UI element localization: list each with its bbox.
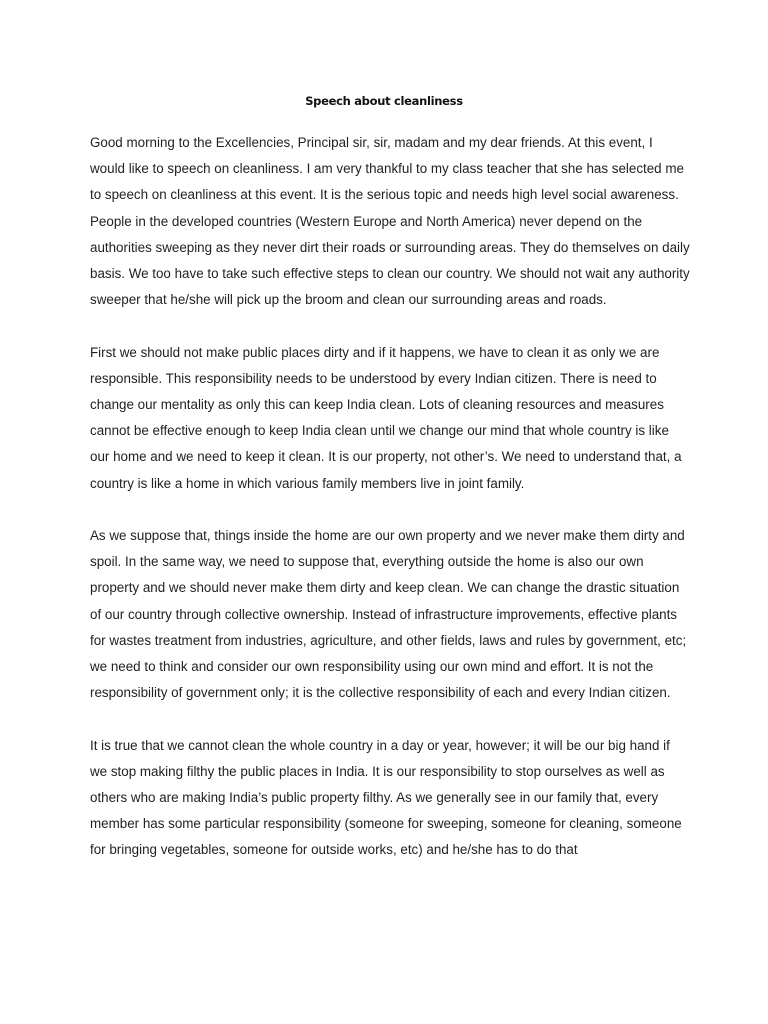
paragraph-2: First we should not make public places dirty and if it happens, we have to clean it as only we are responsible. This responsibility needs to be understood by every Indian citizen. There is need to change our mentality as only this can keep India clean. Lots of cleaning resources and measures cannot be effective enough to keep India clean until we change our mind that whole country is like our home and we need to keep it clean. It is our property, not other’s. We need to understand that, a country is like a home in which various family members live in joint family. (90, 344, 682, 491)
document-title: Speech about cleanliness (305, 94, 463, 108)
document-body (90, 130, 690, 864)
paragraph-1: Good morning to the Excellencies, Principal sir, sir, madam and my dear friends. At this event, I would like to speech on cleanliness. I am very thankful to my class teacher that she has selected me to speech on cleanliness at this event. It is the serious topic and needs high level social awareness. People in the developed countries (Western Europe and North America) never depend on the authorities sweeping as they never dirt their roads or surrounding areas. They do themselves on daily basis. We too have to take such effective steps to clean our country. We should not wait any authority sweeper that he/she will pick up the broom and clean our surrounding areas and roads. (90, 135, 690, 308)
paragraph-3: As we suppose that, things inside the home are our own property and we never make them dirty and spoil. In the same way, we need to suppose that, everything outside the home is also our own property and we should never make them dirty and keep clean. We can change the drastic situation of our country through collective ownership. Instead of infrastructure improvements, effective plants for wastes treatment from industries, agriculture, and other fields, laws and rules by government, etc; we need to think and consider our own responsibility using our own mind and effort. It is not the responsibility of government only; it is the collective responsibility of each and every Indian citizen. (90, 528, 687, 701)
paragraph-4: It is true that we cannot clean the whole country in a day or year, however; it will be our big hand if we stop making filthy the public places in India. It is our responsibility to stop ourselves as well as others who are making India’s public property filthy. As we generally see in our family that, every member has some particular responsibility (someone for sweeping, someone for cleaning, someone for bringing vegetables, someone for outside works, etc) and he/she has to do that (90, 737, 682, 858)
